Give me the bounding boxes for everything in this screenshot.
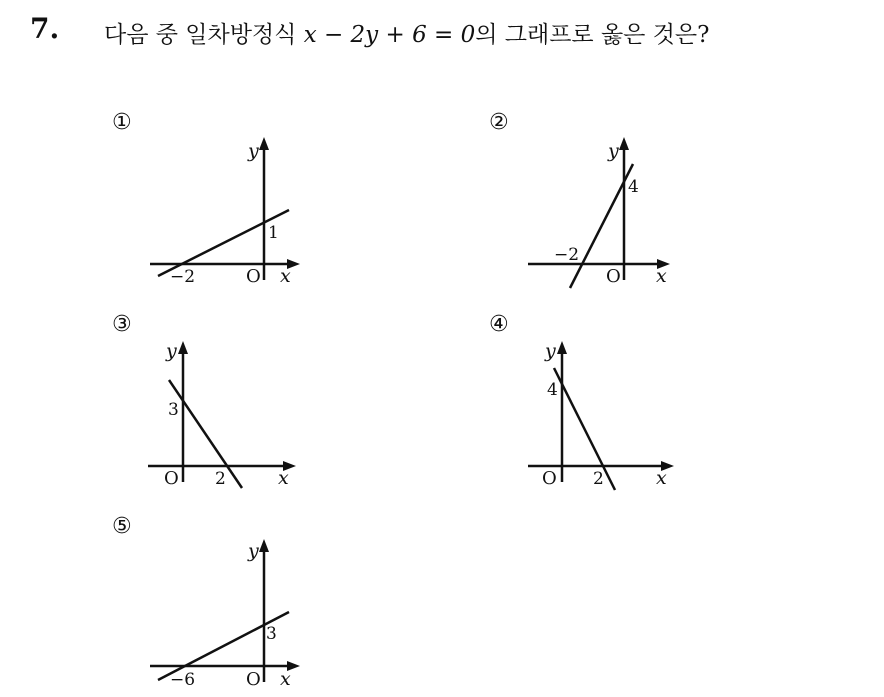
x-intercept-label: 2 bbox=[215, 469, 226, 489]
y-axis-arrow bbox=[619, 137, 629, 150]
y-axis-arrow bbox=[259, 137, 269, 150]
option-3-mark[interactable]: ③ bbox=[112, 312, 132, 337]
question-text bbox=[104, 16, 709, 49]
question-text-before: 다음 중 일차방정식 bbox=[104, 22, 304, 48]
option-1-mark[interactable]: ① bbox=[112, 110, 132, 135]
option-3-graph[interactable] bbox=[140, 332, 310, 497]
y-intercept-label: 3 bbox=[168, 400, 179, 420]
y-intercept-label: 4 bbox=[547, 380, 558, 400]
graph-line bbox=[169, 380, 242, 488]
origin-label: O bbox=[164, 468, 179, 489]
x-intercept-label: −2 bbox=[554, 245, 580, 265]
origin-label: O bbox=[606, 266, 621, 287]
origin-label: O bbox=[246, 669, 261, 690]
origin-label: O bbox=[542, 468, 557, 489]
y-axis-arrow bbox=[259, 539, 269, 552]
question-equation: x − 2y + 6 = 0 bbox=[303, 22, 476, 48]
y-intercept-label: 1 bbox=[268, 223, 279, 243]
y-axis-label: y bbox=[248, 140, 259, 162]
option-4-mark[interactable]: ④ bbox=[489, 312, 509, 337]
y-axis-arrow bbox=[557, 341, 567, 354]
y-axis-label: y bbox=[608, 140, 619, 162]
x-axis-label: x bbox=[280, 668, 291, 690]
y-axis-arrow bbox=[178, 341, 188, 354]
origin-label: O bbox=[246, 266, 261, 287]
y-intercept-label: 3 bbox=[266, 624, 277, 644]
question-number: 7. bbox=[30, 12, 60, 45]
x-intercept-label: 2 bbox=[593, 469, 604, 489]
question-text-after: 의 그래프로 옳은 것은? bbox=[475, 22, 710, 48]
option-2-mark[interactable]: ② bbox=[489, 110, 509, 135]
option-4-graph[interactable] bbox=[520, 332, 690, 497]
x-intercept-label: −6 bbox=[170, 670, 196, 690]
x-intercept-label: −2 bbox=[170, 267, 196, 287]
y-axis-label: y bbox=[248, 540, 259, 562]
x-axis-label: x bbox=[280, 265, 291, 287]
x-axis-label: x bbox=[278, 467, 289, 489]
y-intercept-label: 4 bbox=[628, 177, 639, 197]
option-5-mark[interactable]: ⑤ bbox=[112, 514, 132, 539]
y-axis-label: y bbox=[166, 340, 177, 362]
y-axis-label: y bbox=[545, 340, 556, 362]
x-axis-label: x bbox=[656, 467, 667, 489]
option-2-graph[interactable] bbox=[520, 130, 690, 295]
option-1-graph[interactable] bbox=[140, 130, 310, 295]
option-5-graph[interactable] bbox=[140, 532, 310, 697]
x-axis-label: x bbox=[656, 265, 667, 287]
